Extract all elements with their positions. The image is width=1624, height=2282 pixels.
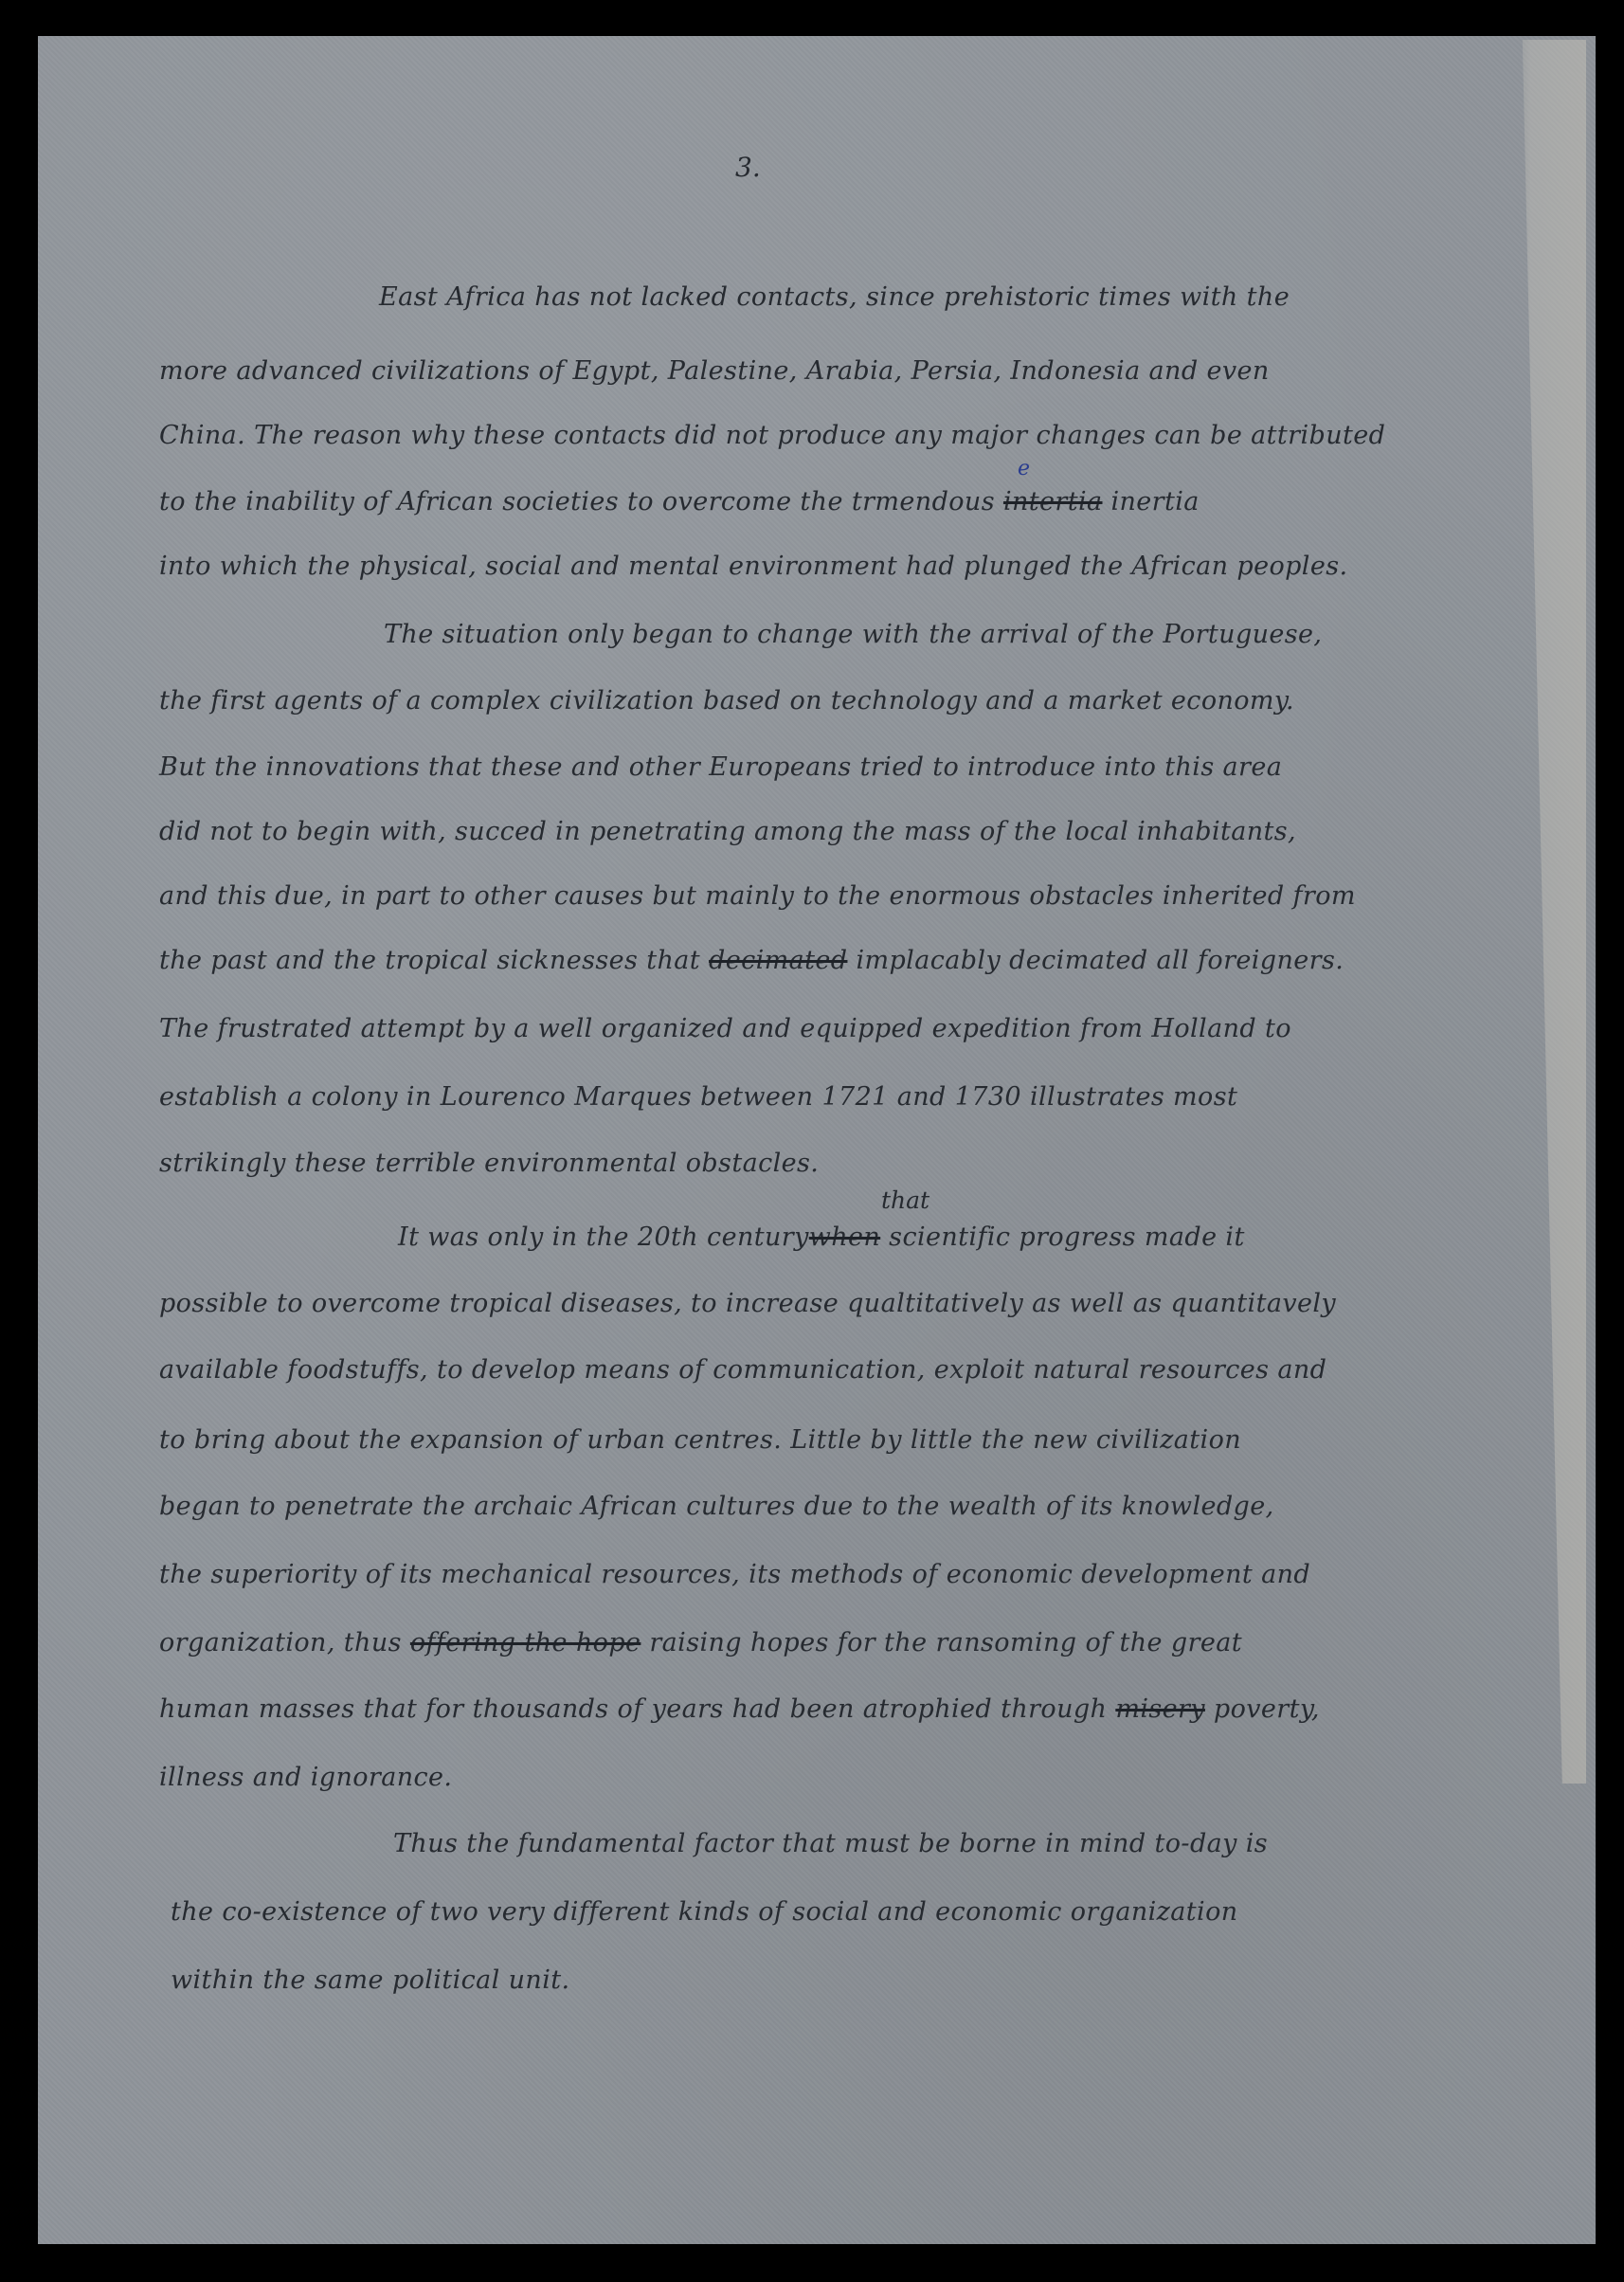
struck-out-word: misery <box>1115 1694 1205 1724</box>
paragraph-3-line-8 <box>159 1696 1320 1722</box>
struck-out-word: decimated <box>709 946 848 975</box>
struck-out-word: intertia <box>1002 487 1103 516</box>
struck-out-word: when <box>808 1222 881 1252</box>
paragraph-3-line-6: the superiority of its mechanical resources, its methods of economic development and <box>159 1560 1311 1589</box>
paragraph-1-line-2: more advanced civilizations of Egypt, Palestine, Arabia, Persia, Indonesia and even <box>159 356 1270 386</box>
paragraph-1-line-4-text-c: inertia <box>1102 487 1200 516</box>
paragraph-3-line-3: available foodstuffs, to develop means of communication, exploit natural resources and <box>159 1355 1327 1385</box>
paragraph-2-line-3: But the innovations that these and other Europeans tried to introduce into this area <box>159 752 1283 782</box>
paragraph-3-line-5: began to penetrate the archaic African cultures due to the wealth of its knowledge, <box>159 1492 1274 1521</box>
handwritten-correction: e <box>1018 457 1031 480</box>
paragraph-4-line-3: within the same political unit. <box>171 1965 570 1995</box>
paragraph-1-line-4 <box>159 489 1200 515</box>
paragraph-3-line-1-text-b: scientific progress made it <box>880 1222 1245 1252</box>
paragraph-1-line-5: into which the physical, social and mental environment had plunged the African peoples. <box>159 552 1348 581</box>
handwritten-insertion: that <box>881 1186 930 1214</box>
paragraph-2-line-1: The situation only began to change with the arrival of the Portuguese, <box>384 620 1323 649</box>
paragraph-1-line-4-text-b: mendous <box>875 487 1003 516</box>
paragraph-2-line-4: did not to begin with, succed in penetrating among the mass of the local inhabitants, <box>159 817 1297 846</box>
paragraph-4-line-1: Thus the fundamental factor that must be borne in mind to-day is <box>393 1829 1269 1858</box>
paragraph-2-line-7: The frustrated attempt by a well organized and equipped expedition from Holland to <box>159 1014 1291 1043</box>
paragraph-3-line-1 <box>398 1224 1245 1250</box>
paragraph-3-line-2: possible to overcome tropical diseases, to increase qualtitatively as well as quantitavely <box>159 1289 1337 1318</box>
paragraph-1-line-1: East Africa has not lacked contacts, since prehistoric times with the <box>379 282 1290 312</box>
paragraph-1-line-4-text-a: to the inability of African societies to overcome the tr <box>159 487 875 516</box>
paragraph-2-line-2: the first agents of a complex civilization based on technology and a market economy. <box>159 686 1294 715</box>
paragraph-3-line-7-text-b: raising hopes for the ransoming of the great <box>641 1628 1242 1657</box>
page-number: 3. <box>735 152 761 183</box>
paragraph-3-line-9: illness and ignorance. <box>159 1763 453 1792</box>
paragraph-1-line-3: China. The reason why these contacts did not produce any major changes can be attributed <box>159 421 1386 450</box>
paragraph-3-line-1-text-a: It was only in the 20th century <box>398 1222 809 1252</box>
paragraph-3-line-7-text-a: organization, thus <box>159 1628 410 1657</box>
paragraph-2-line-6-text-b: implacably decimated all foreigners. <box>847 946 1344 975</box>
paragraph-3-line-4: to bring about the expansion of urban centres. Little by little the new civilization <box>159 1425 1242 1455</box>
paragraph-2-line-6-text-a: the past and the tropical sicknesses that <box>159 946 710 975</box>
paragraph-3-line-8-text-b: poverty, <box>1204 1694 1320 1724</box>
struck-out-word: offering the hope <box>409 1628 641 1657</box>
paragraph-3-line-8-text-a: human masses that for thousands of years had been atrophied through <box>159 1694 1116 1724</box>
paragraph-2-line-8: establish a colony in Lourenco Marques between 1721 and 1730 illustrates most <box>159 1082 1238 1112</box>
paragraph-2-line-5: and this due, in part to other causes but mainly to the enormous obstacles inherited from <box>159 881 1356 911</box>
paragraph-4-line-2: the co-existence of two very different kinds of social and economic organization <box>171 1897 1238 1927</box>
paragraph-2-line-9: strikingly these terrible environmental obstacles. <box>159 1149 820 1178</box>
paragraph-3-line-7 <box>159 1630 1242 1656</box>
paragraph-2-line-6 <box>159 948 1344 973</box>
